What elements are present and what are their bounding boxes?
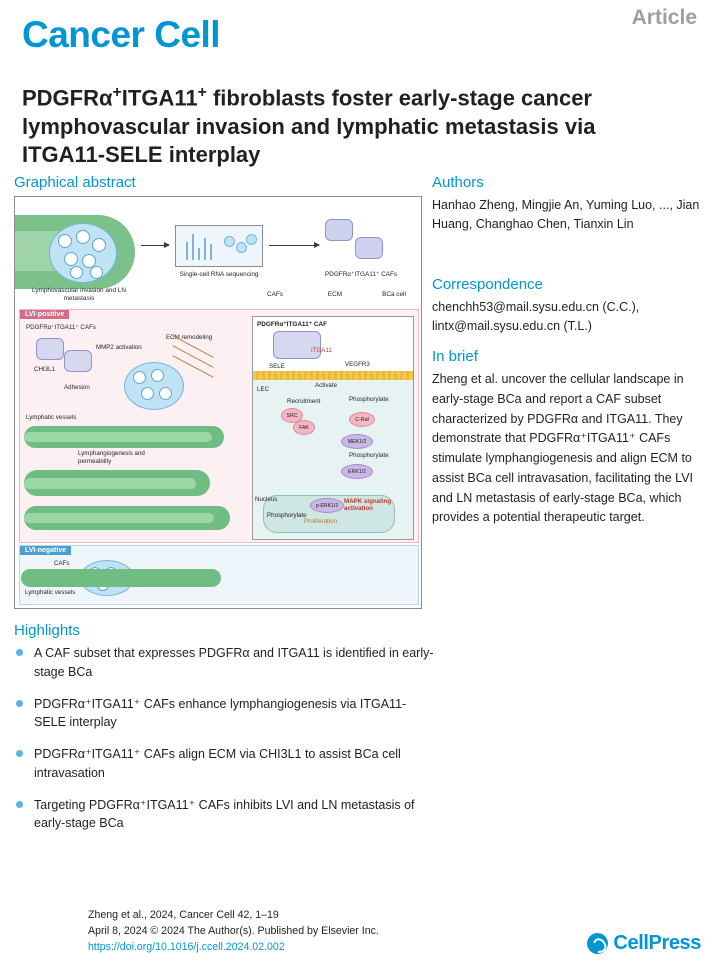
ga-caf-icon-1 bbox=[36, 338, 64, 360]
ga-caf-icon-3 bbox=[273, 331, 321, 359]
list-item: PDGFRα⁺ITGA11⁺ CAFs enhance lymphangiogenesis via ITGA11-SELE interplay bbox=[14, 695, 434, 733]
ga-label-mapk: MAPK signaling activation bbox=[344, 498, 392, 512]
ga-label-itga11: ITGA11 bbox=[311, 347, 332, 354]
ga-caf-shape-b bbox=[355, 237, 383, 259]
ga-label-lymphangiogenesis: Lymphangiogenesis and permeability bbox=[78, 450, 145, 465]
ga-label-phosphorylate: Phosphorylate bbox=[349, 396, 389, 403]
ga-label-phosphorylate-3: Phosphorylate bbox=[267, 512, 307, 519]
cellpress-wordmark: CellPress bbox=[613, 932, 701, 954]
ga-label-lec: LEC bbox=[257, 386, 270, 393]
list-item: Targeting PDGFRα⁺ITGA11⁺ CAFs inhibits LVI and LN metastasis of early-stage BCa bbox=[14, 796, 434, 834]
ga-legend-bca: BCa cell bbox=[382, 291, 406, 298]
cellpress-mark-icon bbox=[587, 933, 608, 954]
ga-label-lymphatic-vessels-2: Lymphatic vessels bbox=[25, 589, 76, 596]
ga-label-caf-output: PDGFRα⁺ITGA11⁺ CAFs bbox=[324, 271, 398, 278]
ga-arrow-2 bbox=[269, 245, 319, 246]
footer-citation: Zheng et al., 2024, Cancer Cell 42, 1–19 bbox=[88, 909, 279, 921]
highlights-heading: Highlights bbox=[14, 622, 80, 639]
correspondence-line-2: lintx@mail.sysu.edu.cn (T.L.) bbox=[432, 318, 592, 333]
ga-label-nucleus: Nucleus bbox=[255, 496, 278, 503]
ga-legend-cafs: CAFs bbox=[267, 291, 283, 298]
ga-node-src: SRC bbox=[281, 408, 303, 423]
ga-label-recruitment: Recruitment bbox=[287, 398, 321, 405]
ga-node-perk: p-ERK1/2 bbox=[310, 498, 344, 513]
ga-label-adhesion: Adhesion bbox=[64, 384, 90, 391]
ga-node-mek: MEK1/2 bbox=[341, 434, 373, 449]
footer-doi-link[interactable]: https://doi.org/10.1016/j.ccell.2024.02.002 bbox=[88, 940, 285, 953]
ga-node-erk: ERK1/2 bbox=[341, 464, 373, 479]
ga-label-ecm-remodeling: ECM remodeling bbox=[166, 334, 213, 341]
ga-label-activate: Activate bbox=[315, 382, 338, 389]
ga-tumor-cluster bbox=[49, 223, 117, 283]
list-item: A CAF subset that expresses PDGFRα and ITGA11 is identified in early-stage BCa bbox=[14, 644, 434, 682]
ga-vessel-band-2-inner bbox=[24, 478, 196, 489]
ga-label-sele: SELE bbox=[269, 363, 285, 370]
ga-label-invasion: Lymphovascular invasion and LN metastasis bbox=[32, 287, 126, 302]
ga-caf-shape-a bbox=[325, 219, 353, 241]
in-brief-body: Zheng et al. uncover the cellular landscape in early-stage BCa and report a CAF subset characterized by PDGFRα and ITGA11. They demonstrate that PDGFRα⁺ITGA11⁺ CAFs stimulate lymphangiogenesis and align ECM to assist BCa cell intravasation, facilitating the LVI and LN metastasis of early-stage BCa, which provides a potential therapeutic target. bbox=[432, 372, 694, 525]
in-brief-heading: In brief bbox=[432, 348, 478, 365]
ga-signaling-panel bbox=[252, 316, 414, 540]
ga-label-cafs-2: CAFs bbox=[54, 560, 70, 567]
ga-label-phosphorylate-2: Phosphorylate bbox=[349, 452, 389, 459]
ga-label-caf-subset: PDGFRα⁺ITGA11⁺ CAFs bbox=[26, 324, 96, 331]
footer-citation-block bbox=[88, 908, 508, 956]
ga-legend-ecm: ECM bbox=[327, 291, 343, 298]
article-type-label: Article bbox=[631, 6, 697, 29]
correspondence-body bbox=[432, 298, 704, 336]
graphical-abstract-heading: Graphical abstract bbox=[14, 174, 136, 191]
graphical-abstract-figure bbox=[14, 196, 422, 609]
ga-label-sequencing: Single-cell RNA sequencing bbox=[179, 271, 259, 278]
ga-node-craf: C-Raf bbox=[349, 412, 375, 427]
authors-list: Hanhao Zheng, Mingjie An, Yuming Luo, ..., Jian Huang, Changhao Chen, Tianxin Lin bbox=[432, 198, 700, 232]
ga-top-row bbox=[15, 197, 421, 305]
ga-tumor-cluster-2 bbox=[124, 362, 184, 410]
ga-label-proliferation: Proliferation bbox=[304, 518, 338, 525]
correspondence-line-1: chenchh53@mail.sysu.edu.cn (C.C.), bbox=[432, 300, 640, 314]
ga-arrow-1 bbox=[141, 245, 169, 246]
ga-vessel-band-1-inner bbox=[24, 432, 212, 442]
ga-membrane bbox=[253, 371, 413, 380]
ga-label-mmp2: MMP2 activation bbox=[96, 344, 142, 351]
ga-label-chi3l1: CHI3L1 bbox=[34, 366, 55, 373]
page-title: PDGFRα+ITGA11+ fibroblasts foster early-stage cancer lymphovascular invasion and lymphatic metastasis via ITGA11-SELE interplay bbox=[22, 83, 596, 168]
ga-lvi-negative-tag: LVI-negative bbox=[20, 546, 71, 555]
ga-vessel-band-3-inner bbox=[24, 513, 214, 523]
footer-date-copyright: April 8, 2024 © 2024 The Author(s). Published by Elsevier Inc. bbox=[88, 924, 379, 937]
ga-label-lymphatic-vessels: Lymphatic vessels bbox=[26, 414, 77, 421]
ga-vessel-band-4 bbox=[21, 569, 221, 587]
correspondence-heading: Correspondence bbox=[432, 276, 543, 293]
ga-lec-area bbox=[253, 380, 413, 539]
highlights-list bbox=[14, 644, 434, 846]
ga-sequencing-panel bbox=[175, 225, 263, 267]
ga-lvi-positive-tag: LVI-positive bbox=[20, 310, 69, 319]
journal-title: Cancer Cell bbox=[22, 14, 221, 55]
ga-label-vegfr3: VEGFR3 bbox=[345, 361, 370, 368]
authors-heading: Authors bbox=[432, 174, 484, 191]
cellpress-logo bbox=[587, 932, 701, 955]
ga-lvi-positive-panel bbox=[19, 309, 419, 543]
ga-node-fak: FAK bbox=[293, 420, 315, 435]
ga-signaling-title: PDGFRα⁺ITGA11⁺ CAF bbox=[257, 321, 327, 328]
list-item: PDGFRα⁺ITGA11⁺ CAFs align ECM via CHI3L1 to assist BCa cell intravasation bbox=[14, 745, 434, 783]
ga-caf-icon-2 bbox=[64, 350, 92, 372]
